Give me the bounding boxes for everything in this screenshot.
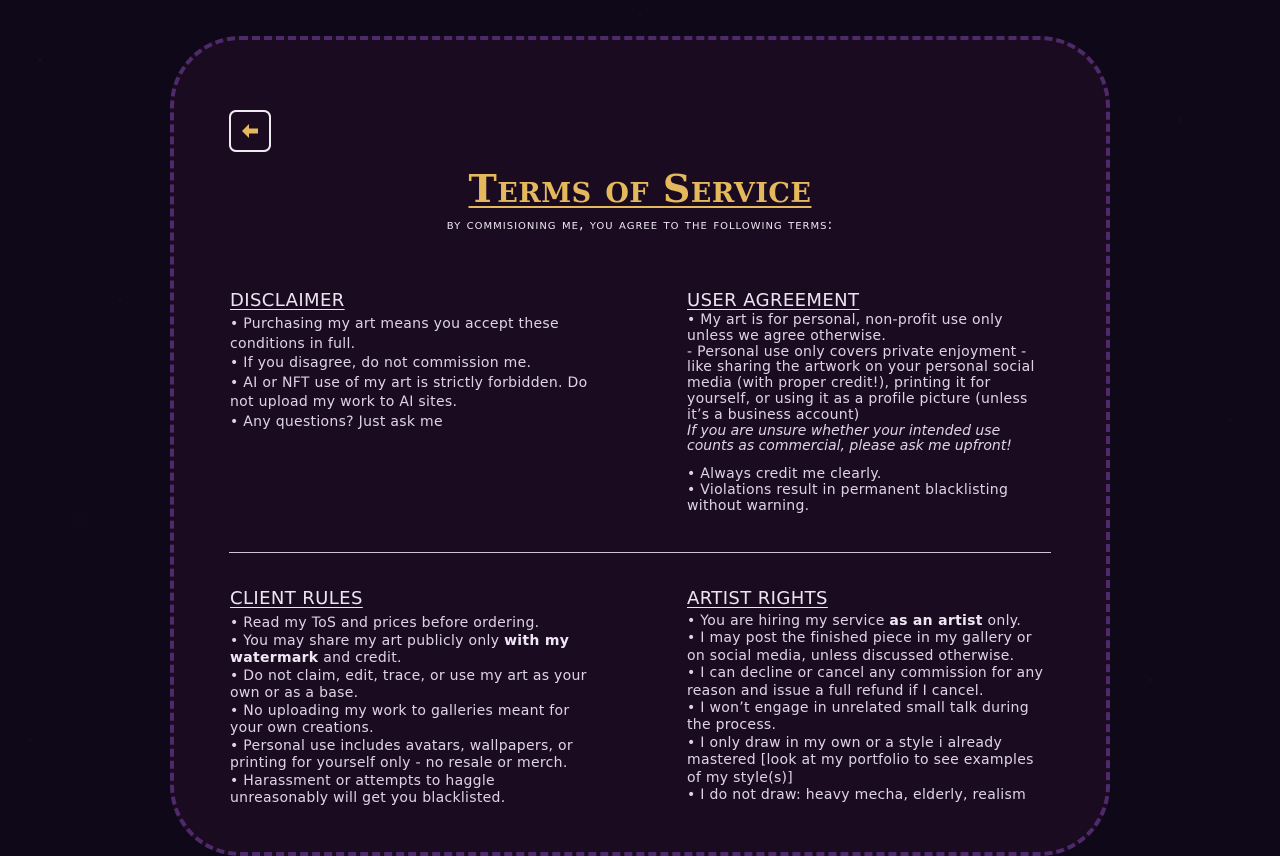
list-item: • Violations result in permanent blacklisting without warning. xyxy=(687,481,1009,514)
artist-rights-list xyxy=(687,613,1047,804)
list-item: • Always credit me clearly. xyxy=(687,466,882,483)
list-item: • No uploading my work to galleries meant for your own creations. xyxy=(230,702,570,736)
disclaimer-list xyxy=(230,315,610,432)
item-text: and credit. xyxy=(318,650,402,666)
list-item xyxy=(230,633,590,668)
list-item: • I can decline or cancel any commission for any reason and issue a full refund if I cancel. xyxy=(687,665,1044,699)
list-item: • I may post the finished piece in my gallery or on social media, unless discussed otherwise. xyxy=(687,630,1032,664)
section-divider xyxy=(229,552,1051,553)
disclaimer-heading: DISCLAIMER xyxy=(230,290,345,311)
list-item: • Read my ToS and prices before ordering. xyxy=(230,615,540,631)
page-title: Terms of Service xyxy=(468,166,812,211)
user-agreement-heading: USER AGREEMENT xyxy=(687,290,860,311)
emphasis-text: as an artist xyxy=(889,613,983,629)
list-item: • Personal use includes avatars, wallpapers, or printing for yourself only - no resale or merch. xyxy=(230,737,573,771)
list-item: • AI or NFT use of my art is strictly forbidden. Do not upload my work to AI sites. xyxy=(230,374,588,410)
list-item: • I won’t engage in unrelated small talk during the process. xyxy=(687,700,1029,734)
client-rules-list xyxy=(230,615,590,808)
list-item: • My art is for personal, non-profit use only unless we agree otherwise. xyxy=(687,312,1003,344)
client-rules-section xyxy=(230,588,590,808)
item-text: • You may share my art publicly only xyxy=(230,632,505,649)
artist-rights-heading: ARTIST RIGHTS xyxy=(687,588,828,609)
commercial-use-note: If you are unsure whether your intended use counts as commercial, please ask me upfront! xyxy=(687,422,1012,455)
user-agreement-section xyxy=(687,290,1047,515)
list-item: • Any questions? Just ask me xyxy=(230,413,443,430)
list-item: • I do not draw: heavy mecha, elderly, realism xyxy=(687,787,1027,804)
list-item: • If you disagree, do not commission me. xyxy=(230,355,532,371)
list-item xyxy=(687,613,1047,630)
list-item: • Purchasing my art means you accept these conditions in full. xyxy=(230,316,559,352)
back-button[interactable] xyxy=(229,110,271,152)
arrow-left-icon xyxy=(241,122,259,140)
item-text: only. xyxy=(982,613,1022,629)
client-rules-heading: CLIENT RULES xyxy=(230,588,363,609)
disclaimer-section xyxy=(230,290,610,432)
list-item: • Harassment or attempts to haggle unreasonably will get you blacklisted. xyxy=(230,772,506,806)
list-item: • Do not claim, edit, trace, or use my art as your own or as a base. xyxy=(230,667,587,701)
page-subtitle: by commisioning me, you agree to the following terms: xyxy=(446,217,834,233)
emphasis-text: with my watermark xyxy=(230,632,570,666)
list-item: • I only draw in my own or a style i already mastered [look at my portfolio to see examples of my style(s)] xyxy=(687,734,1034,786)
user-agreement-list-2 xyxy=(687,467,1047,514)
list-item: - Personal use only covers private enjoyment - like sharing the artwork on your personal social media (with proper credit!), printing it for yourself, or using it as a profile picture (unless it’s a business account) xyxy=(687,343,1035,423)
user-agreement-list xyxy=(687,313,1047,424)
item-text: • You are hiring my service xyxy=(687,613,890,629)
artist-rights-section xyxy=(687,588,1047,804)
